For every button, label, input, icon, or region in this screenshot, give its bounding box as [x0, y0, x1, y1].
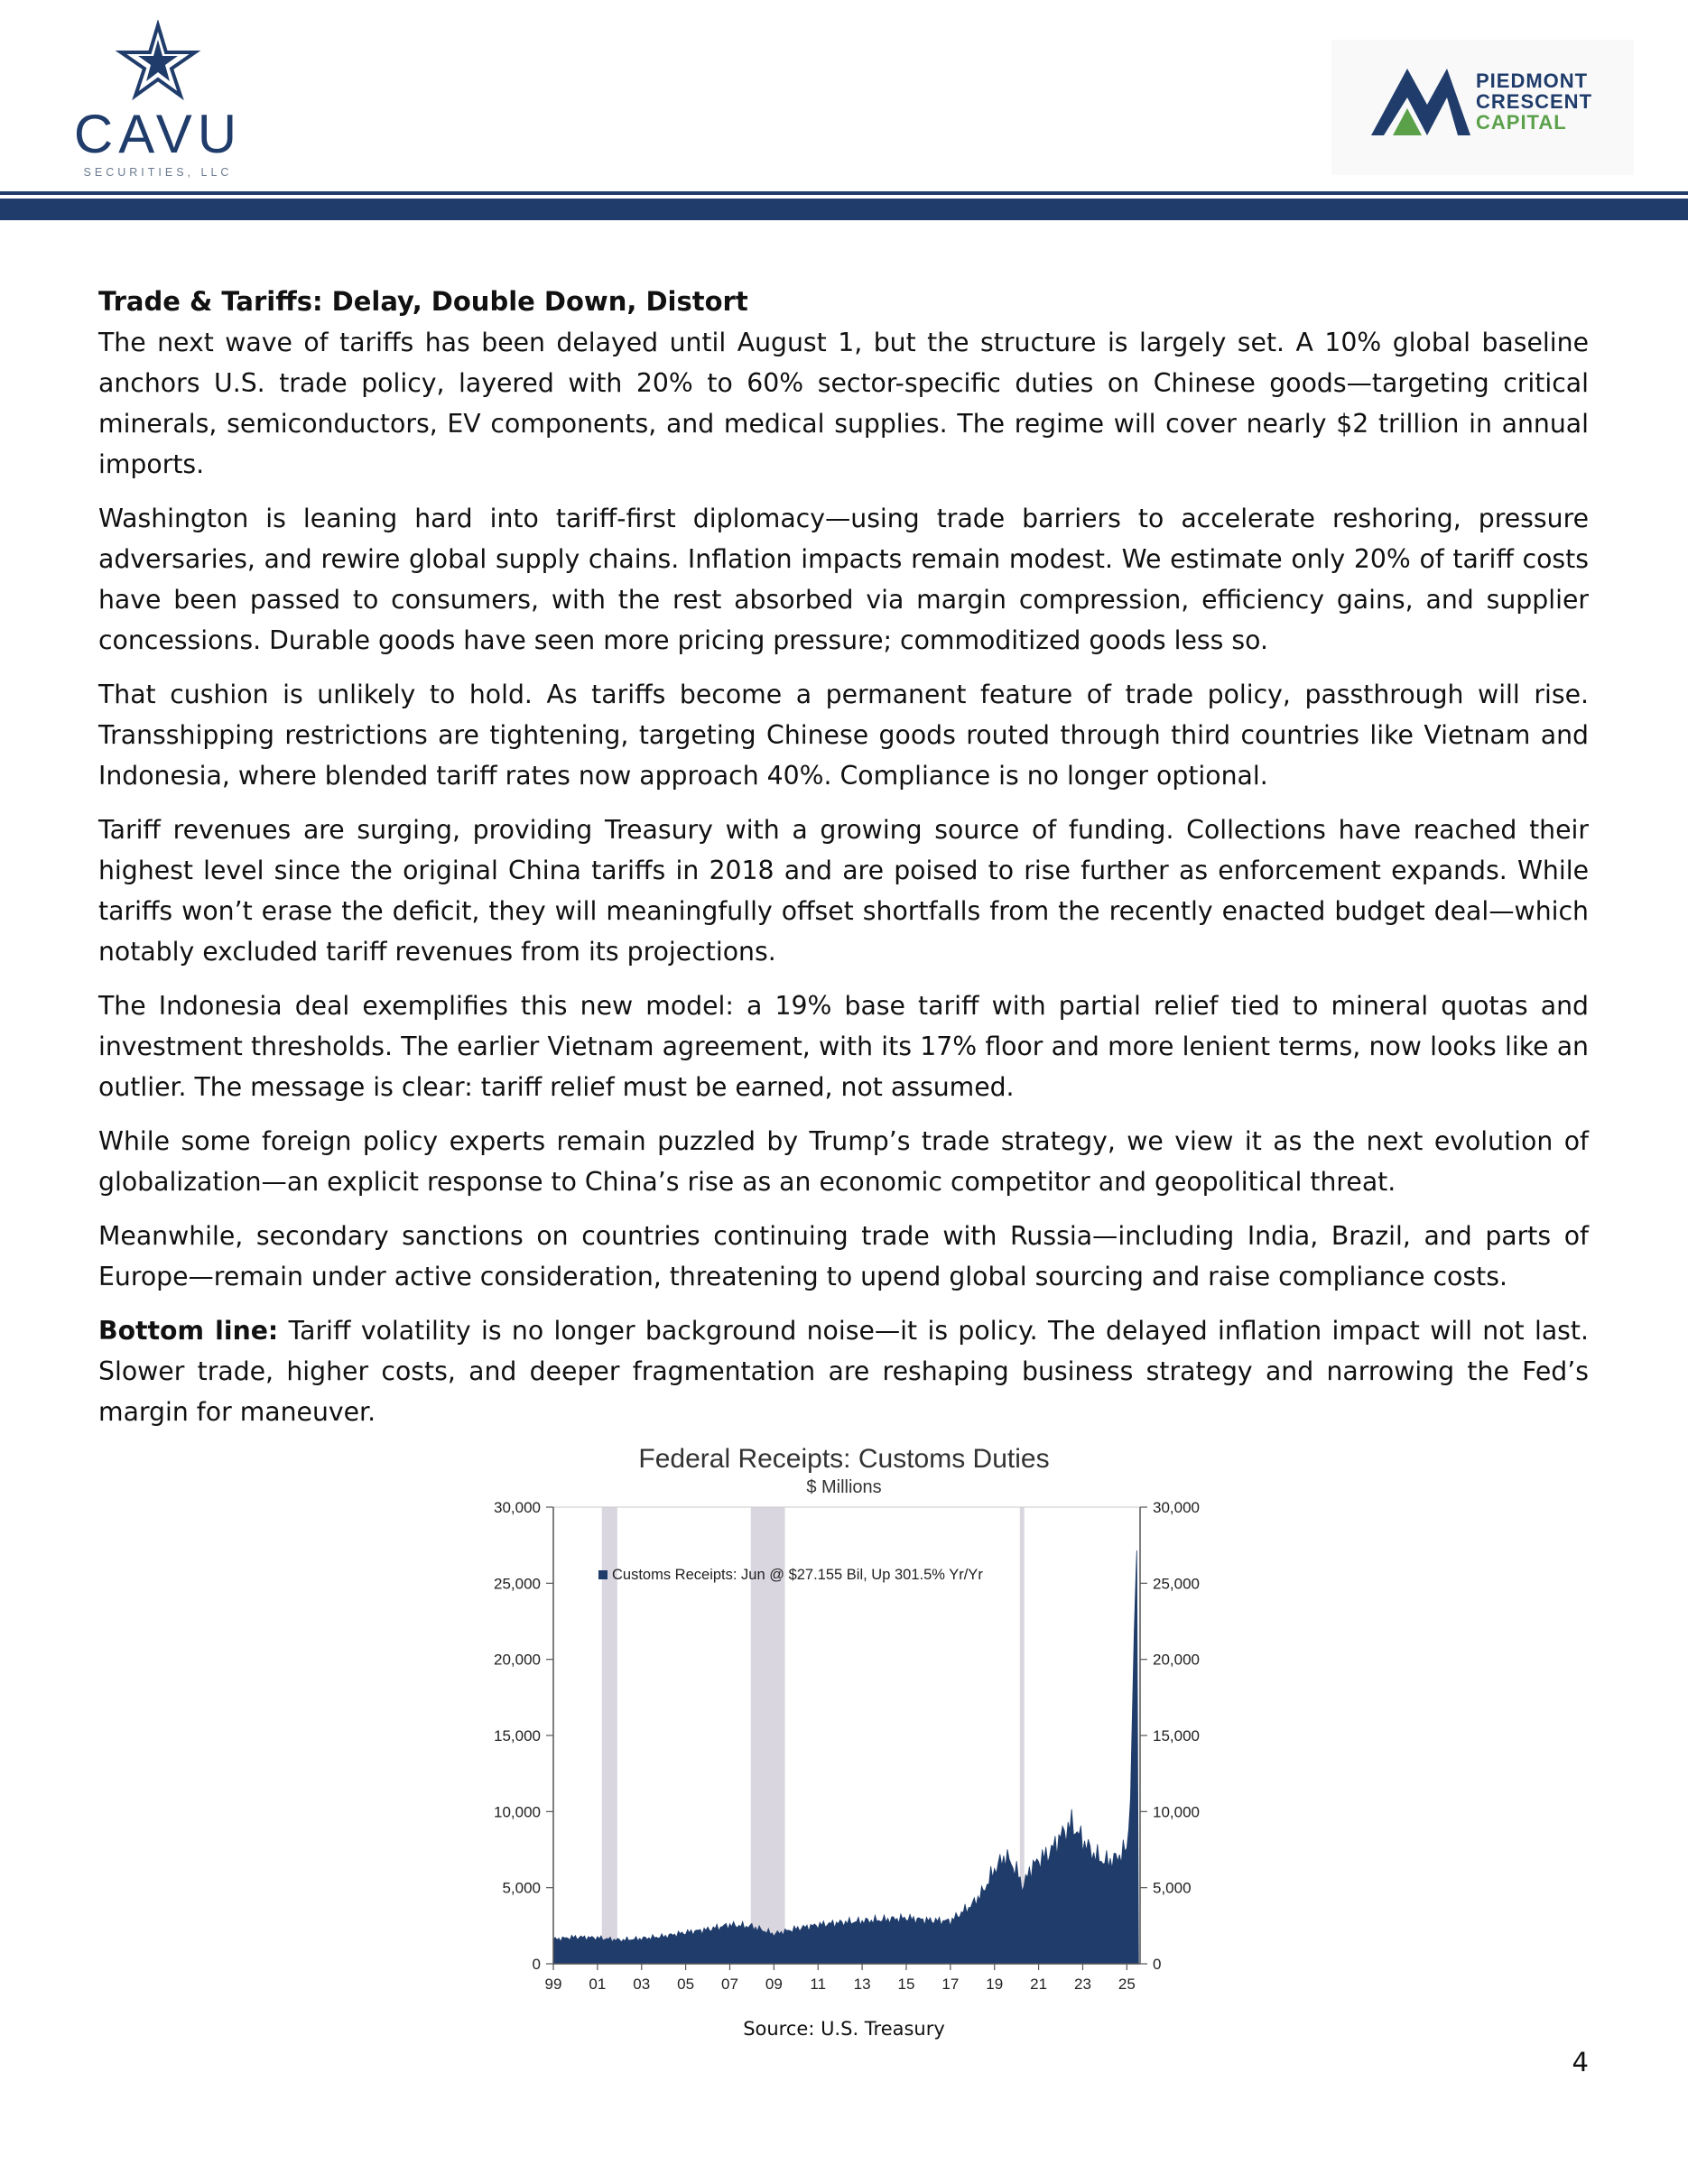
- y-tick-label-left-6: 30,000: [494, 1499, 541, 1516]
- paragraph-3: That cushion is unlikely to hold. As tariffs become a permanent feature of trade policy, passthrough will rise. Transshipping restrictions are tightening, targeting Chinese goods routed through third countries like Vietnam and Indonesia, where blended tariff rates now approach 40%. Compliance is no longer optional.: [98, 680, 1589, 791]
- legend-swatch: [598, 1570, 607, 1579]
- x-tick-label-1: 01: [589, 1976, 607, 1993]
- x-tick-label-4: 07: [721, 1976, 738, 1993]
- bottom-line-label: Bottom line:: [98, 1316, 279, 1346]
- chart-legend: [598, 1567, 983, 1583]
- x-tick-label-5: 09: [765, 1976, 783, 1993]
- pcc-line-1: PIEDMONT: [1476, 69, 1589, 92]
- cavu-subtitle: SECURITIES, LLC: [83, 166, 233, 179]
- y-tick-label-right-5: 25,000: [1153, 1575, 1200, 1593]
- article-body: [98, 282, 1589, 1446]
- mountain-icon: [1371, 65, 1470, 137]
- legend-label: Customs Receipts: Jun @ $27.155 Bil, Up 301.5% Yr/Yr: [612, 1567, 983, 1583]
- chart-title: Federal Receipts: Customs Duties: [638, 1444, 1050, 1474]
- paragraph-6: While some foreign policy experts remain puzzled by Trump’s trade strategy, we view it as the next evolution of globalization—an explicit response to China’s rise as an economic competitor and geopolitical threat.: [98, 1126, 1589, 1197]
- x-tick-label-0: 99: [544, 1976, 562, 1993]
- customs-duties-chart: [460, 1437, 1246, 1996]
- paragraph-1: The next wave of tariffs has been delayed until August 1, but the structure is largely set. A 10% global baseline anchors U.S. trade policy, layered with 20% to 60% sector-specific duties on Chinese goods—targeting critical minerals, semiconductors, EV components, and medical supplies. The regime will cover nearly $2 trillion in annual imports.: [98, 328, 1589, 479]
- y-tick-label-right-0: 0: [1153, 1956, 1162, 1973]
- x-tick-label-2: 03: [633, 1976, 651, 1993]
- y-tick-label-left-0: 0: [532, 1956, 541, 1973]
- cavu-wordmark: CAVU: [73, 104, 243, 164]
- x-tick-label-7: 13: [853, 1976, 871, 1993]
- header-rule-thin: [0, 191, 1688, 195]
- y-tick-label-right-3: 15,000: [1153, 1727, 1200, 1744]
- paragraph-2: Washington is leaning hard into tariff-first diplomacy—using trade barriers to accelerate reshoring, pressure adversaries, and rewire global supply chains. Inflation impacts remain modest. We estimate only 20% of tariff costs have been passed to consumers, with the rest absorbed via margin compression, efficiency gains, and supplier concessions. Durable goods have seen more pricing pressure; commoditized goods less so.: [98, 504, 1589, 655]
- y-tick-label-left-4: 20,000: [494, 1651, 541, 1669]
- chart-svg: [460, 1437, 1246, 1996]
- paragraph-7: Meanwhile, secondary sanctions on countries continuing trade with Russia—including India, Brazil, and parts of Europe—remain under active consideration, threatening to upend global sourcing and raise compliance costs.: [98, 1221, 1589, 1291]
- x-tick-label-3: 05: [677, 1976, 695, 1993]
- cavu-logo: [72, 20, 244, 179]
- paragraph-5: The Indonesia deal exemplifies this new model: a 19% base tariff with partial relief tied to mineral quotas and investment thresholds. The earlier Vietnam agreement, with its 17% floor and more lenient terms, now looks like an outlier. The message is clear: tariff relief must be earned, not assumed.: [98, 991, 1589, 1102]
- bottom-line-text: Tariff volatility is no longer background noise—it is policy. The delayed inflation impact will not last. Slower trade, higher costs, and deeper fragmentation are reshaping business strategy and narrowing the Fed’s margin for maneuver.: [98, 1316, 1589, 1427]
- y-tick-label-left-3: 15,000: [494, 1727, 541, 1744]
- x-tick-label-12: 23: [1074, 1976, 1091, 1993]
- header-rule-thick: [0, 199, 1688, 220]
- pcc-line-2: CRESCENT: [1476, 90, 1593, 113]
- star-icon: [72, 20, 244, 101]
- chart-subtitle: $ Millions: [806, 1477, 882, 1497]
- y-tick-label-right-4: 20,000: [1153, 1651, 1200, 1669]
- x-tick-label-13: 25: [1118, 1976, 1136, 1993]
- page-number: 4: [1572, 2047, 1589, 2078]
- pcc-wordmark: [1476, 70, 1592, 133]
- paragraph-4: Tariff revenues are surging, providing Treasury with a growing source of funding. Collections have reached their highest level since the original China tariffs in 2018 and are poised to rise further as enforcement expands. While tariffs won’t erase the deficit, they will meaningfully offset shortfalls from the recently enacted budget deal—which notably excluded tariff revenues from its projections.: [98, 815, 1589, 967]
- data-area: [553, 1550, 1138, 1964]
- pcc-line-3: CAPITAL: [1476, 111, 1567, 134]
- x-tick-label-9: 17: [941, 1976, 960, 1993]
- y-tick-label-right-6: 30,000: [1153, 1499, 1200, 1516]
- y-tick-label-left-2: 10,000: [494, 1803, 541, 1821]
- y-tick-label-right-2: 10,000: [1153, 1803, 1200, 1821]
- section-title: Trade & Tariffs: Delay, Double Down, Distort: [98, 286, 748, 317]
- piedmont-crescent-logo: [1331, 40, 1634, 175]
- x-tick-label-10: 19: [986, 1976, 1004, 1993]
- y-tick-label-left-1: 5,000: [502, 1879, 541, 1897]
- customs-receipts-series: [553, 1550, 1138, 1964]
- x-tick-label-6: 11: [810, 1976, 827, 1993]
- x-tick-label-8: 15: [897, 1976, 915, 1993]
- x-tick-label-11: 21: [1030, 1976, 1048, 1993]
- y-tick-label-left-5: 25,000: [494, 1575, 541, 1593]
- chart-source: Source: U.S. Treasury: [743, 2018, 945, 2040]
- bottom-line-paragraph: [98, 1310, 1589, 1432]
- y-tick-label-right-1: 5,000: [1153, 1879, 1192, 1897]
